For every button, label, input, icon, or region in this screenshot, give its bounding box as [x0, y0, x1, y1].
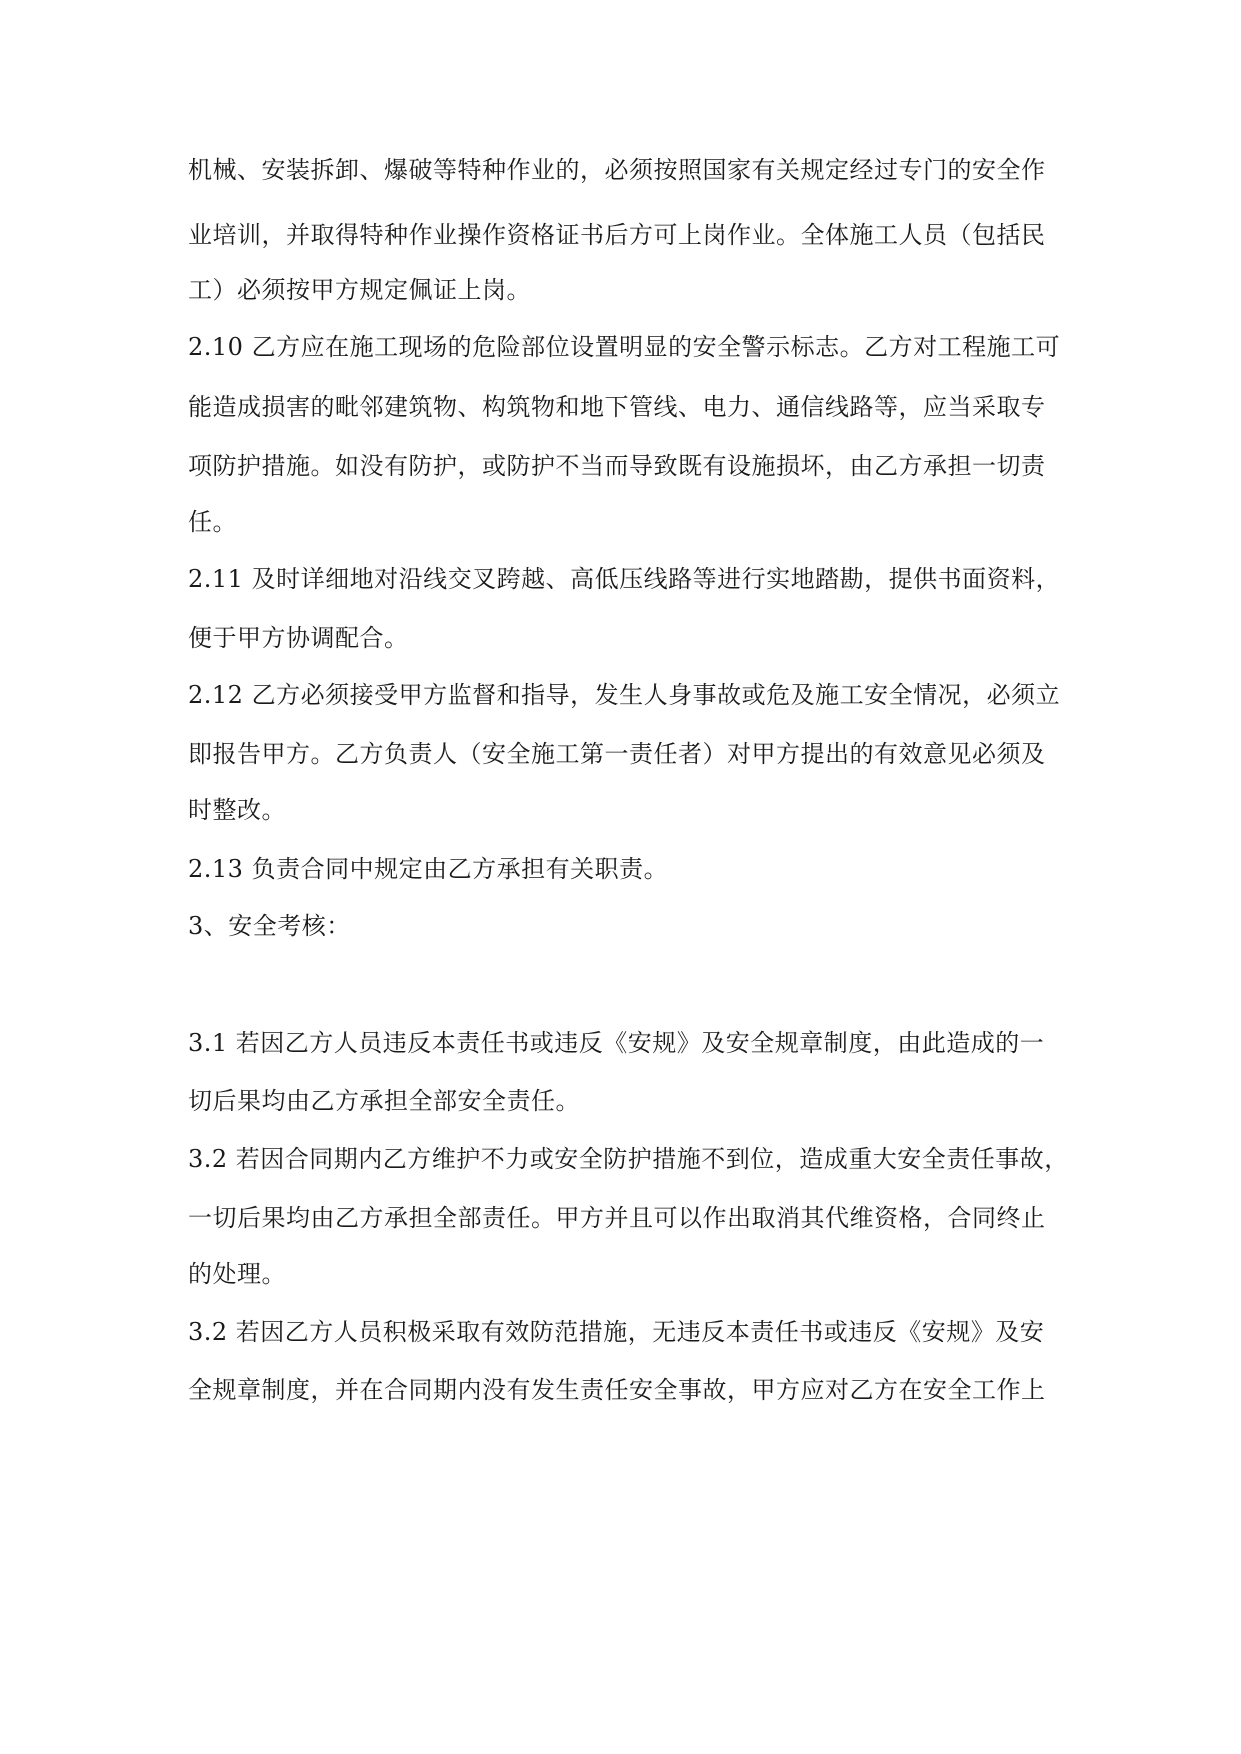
text-line: 工）必须按甲方规定佩证上岗。 — [188, 276, 531, 304]
text-line: 的处理。 — [188, 1260, 286, 1288]
text-line: 项防护措施。如没有防护，或防护不当而导致既有设施损坏，由乙方承担一切责 — [188, 452, 1046, 480]
text-line: 3.1 若因乙方人员违反本责任书或违反《安规》及安全规章制度，由此造成的一 — [188, 1029, 1045, 1057]
text-line: 2.12 乙方必须接受甲方监督和指导，发生人身事故或危及施工安全情况，必须立 — [188, 681, 1061, 709]
text-line: 业培训，并取得特种作业操作资格证书后方可上岗作业。全体施工人员（包括民 — [188, 221, 1046, 249]
text-line: 3.2 若因合同期内乙方维护不力或安全防护措施不到位，造成重大安全责任事故， — [188, 1145, 1069, 1173]
text-line: 时整改。 — [188, 796, 286, 824]
text-line: 3.2 若因乙方人员积极采取有效防范措施，无违反本责任书或违反《安规》及安 — [188, 1318, 1045, 1346]
text-line: 能造成损害的毗邻建筑物、构筑物和地下管线、电力、通信线路等，应当采取专 — [188, 393, 1046, 421]
text-line: 2.13 负责合同中规定由乙方承担有关职责。 — [188, 855, 669, 883]
text-line: 全规章制度，并在合同期内没有发生责任安全事故，甲方应对乙方在安全工作上 — [188, 1376, 1046, 1404]
text-line: 2.11 及时详细地对沿线交叉跨越、高低压线路等进行实地踏勘，提供书面资料， — [188, 565, 1061, 593]
text-line: 一切后果均由乙方承担全部责任。甲方并且可以作出取消其代维资格，合同终止 — [188, 1204, 1046, 1232]
text-line: 即报告甲方。乙方负责人（安全施工第一责任者）对甲方提出的有效意见必须及 — [188, 740, 1046, 768]
text-line: 切后果均由乙方承担全部安全责任。 — [188, 1087, 580, 1115]
text-line: 2.10 乙方应在施工现场的危险部位设置明显的安全警示标志。乙方对工程施工可 — [188, 333, 1061, 361]
section-heading: 3、安全考核： — [188, 912, 351, 940]
text-line: 任。 — [188, 508, 237, 536]
text-line: 便于甲方协调配合。 — [188, 624, 409, 652]
text-line: 机械、安装拆卸、爆破等特种作业的，必须按照国家有关规定经过专门的安全作 — [188, 156, 1046, 184]
